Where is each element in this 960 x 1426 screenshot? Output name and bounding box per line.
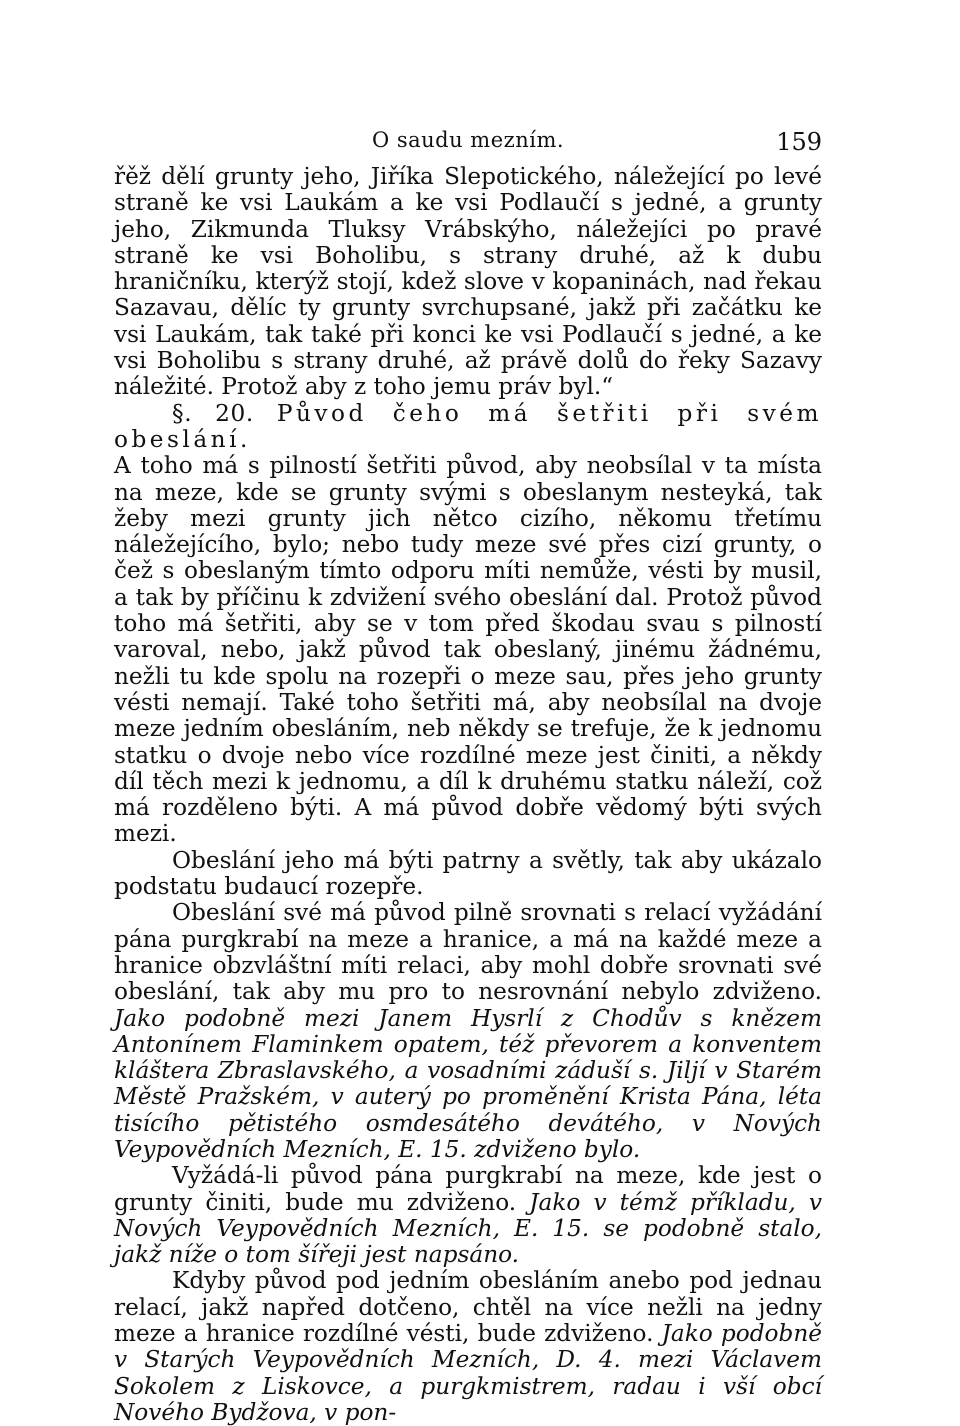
- paragraph: [114, 1163, 822, 1268]
- running-title: O saudu mezním.: [371, 128, 565, 152]
- paragraph: Obeslání jeho má býti patrny a světly, tak aby ukázalo podstatu budaucí rozepře.: [114, 846, 822, 901]
- page-body: [114, 164, 822, 1426]
- paragraph-continuation: řěž dělí grunty jeho, Jiříka Slepotického, náležející po levé straně ke vsi Laukám a ke vsi Podlaučí s jedné, a grunty jeho, Zikmunda Tluksy Vrábskýho, náležejíci po pravé straně ke vsi Boholibu, s strany druhé, až k dubu hraničníku, kterýž stojí, kdež slove v kopaninách, nad řekau Sazavau, dělíc ty grunty svrchupsané, jakž při začátku ke vsi Laukám, tak také při konci ke vsi Podlaučí s jedné, a ke vsi Boholibu s strany druhé, až právě dolů do řeky Sazavy náležité. Protož aby z toho jemu práv byl.“: [114, 163, 822, 401]
- paragraph-text: Vyžádá-li původ pána purgkrabí na meze, kde jest o grunty činiti, bude mu zdviženo.: [114, 1162, 822, 1216]
- paragraph-text: Obeslání své má původ pilně srovnati s relací vyžádání pána purgkrabí na meze a hranice, a má na každé meze a hranice obzvláštní míti relaci, aby mohl dobře srovnati své obeslání, tak aby mu pro to nesrovnání nebylo zdviženo.: [114, 899, 822, 1006]
- paragraph: [114, 1268, 822, 1426]
- paragraph: [114, 900, 822, 1163]
- italic-citation: Jako v témž příkladu, v Nových Veypovědních Mezních, E. 15. se podobně stalo, jakž níže o tom šířeji jest napsáno.: [114, 1188, 823, 1269]
- italic-citation: Jako podobně v Starých Veypovědních Mezních, D. 4. mezi Václavem Sokolem z Liskovce, a purgkmistrem, radau i vší obcí Nového Bydžova, v pon-: [114, 1320, 823, 1426]
- paragraph-text: Kdyby původ pod jedním obesláním anebo pod jednau relací, jakž napřed dotčeno, chtěl na více nežli na jedny meze a hranice rozdílné vésti, bude zdviženo.: [114, 1267, 822, 1348]
- italic-citation: Jako podobně mezi Janem Hysrlí z Chodův s knězem Antonínem Flaminkem opatem, též převorem a konventem kláštera Zbraslavského, a vosadními záduší s. Jiljí v Starém Městě Pražském, v auterý po proměnění Krista Pána, léta tisícího pětistého osmdesátého devátého, v Nových Veypovědních Mezních, E. 15. zdviženo bylo.: [114, 1004, 822, 1163]
- section-number: §. 20.: [172, 399, 254, 427]
- section-heading: [114, 401, 822, 454]
- section-title: Původ čeho má šetřiti při svém obeslání.: [114, 399, 822, 453]
- page-header: [114, 128, 822, 160]
- paragraph: A toho má s pilností šetřiti původ, aby neobsílal v ta místa na meze, kde se grunty svými s obeslanym nesteyká, tak žeby mezi grunty jich nětco cizího, někomu třetímu náležejícího, bylo; nebo tudy meze své přes cizí grunty, o čež s obeslaným tímto odporu míti nemůže, vésti by musil, a tak by příčinu k zdvižení svého obeslání dal. Protož původ toho má šetřiti, aby se v tom před škodau svau s pilností varoval, nebo, jakž původ tak obeslaný, jinému žádnému, nežli tu kde spolu na rozepři o meze sau, přes jeho grunty vésti nemají. Také toho šetřiti má, aby neobsílal na dvoje meze jedním obesláním, neb někdy se trefuje, že k jednomu statku o dvoje nebo více rozdílné meze jest činiti, a někdy díl těch mezi k jednomu, a díl k druhému statku náleží, což má rozděleno býti. A má původ dobře vědomý býti svých mezi.: [114, 452, 822, 848]
- page-number: 159: [776, 128, 822, 156]
